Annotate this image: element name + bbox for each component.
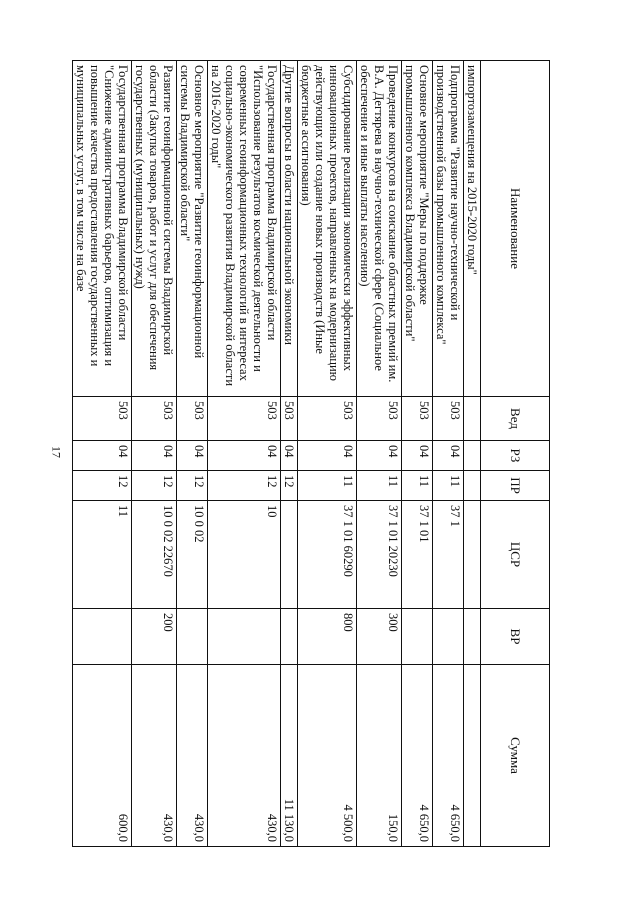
cell-vr: 300 bbox=[357, 609, 402, 665]
cell-pr: 11 bbox=[433, 471, 464, 501]
table-row bbox=[281, 61, 298, 847]
cell-csr bbox=[464, 501, 481, 609]
cell-ved: 503 bbox=[357, 397, 402, 441]
cell-rz: 04 bbox=[73, 441, 132, 471]
cell-csr: 10 0 02 22670 bbox=[132, 501, 177, 609]
cell-vr bbox=[177, 609, 208, 665]
cell-vr bbox=[433, 609, 464, 665]
cell-pr: 11 bbox=[402, 471, 433, 501]
header-ved: Вед bbox=[481, 397, 550, 441]
cell-rz: 04 bbox=[132, 441, 177, 471]
table-row bbox=[298, 61, 357, 847]
cell-name: Субсидирование реализации экономически эффективных инновационных проектов, направленных на модернизацию действующих или создание новых производств (Иные бюджетные ассигнования) bbox=[298, 61, 357, 397]
cell-vr bbox=[208, 609, 281, 665]
cell-ved: 503 bbox=[281, 397, 298, 441]
table-header-row bbox=[481, 61, 550, 847]
cell-sum: 600,0 bbox=[73, 665, 132, 847]
header-sum: Сумма bbox=[481, 665, 550, 847]
cell-ved: 503 bbox=[433, 397, 464, 441]
cell-rz: 04 bbox=[281, 441, 298, 471]
cell-rz: 04 bbox=[433, 441, 464, 471]
cell-ved: 503 bbox=[208, 397, 281, 441]
table-row bbox=[177, 61, 208, 847]
cell-sum: 430,0 bbox=[177, 665, 208, 847]
cell-name: Развитие геоинформационной системы Владимирской области (Закупка товаров, работ и услуг для обеспечения государственных (муниципальных) нужд) bbox=[132, 61, 177, 397]
cell-csr: 10 bbox=[208, 501, 281, 609]
cell-name: Основное мероприятие "Развитие геоинформационной системы Владимирской области" bbox=[177, 61, 208, 397]
cell-sum: 4 650,0 bbox=[433, 665, 464, 847]
table-row bbox=[357, 61, 402, 847]
cell-ved: 503 bbox=[298, 397, 357, 441]
cell-name: Основное мероприятие "Меры по поддержке промышленного комплекса Владимирской области" bbox=[402, 61, 433, 397]
cell-sum: 430,0 bbox=[208, 665, 281, 847]
header-csr: ЦСР bbox=[481, 501, 550, 609]
header-name: Наименование bbox=[481, 61, 550, 397]
cell-vr: 800 bbox=[298, 609, 357, 665]
cell-csr: 10 0 02 bbox=[177, 501, 208, 609]
cell-vr: 200 bbox=[132, 609, 177, 665]
cell-rz: 04 bbox=[402, 441, 433, 471]
cell-pr: 12 bbox=[132, 471, 177, 501]
cell-pr: 12 bbox=[177, 471, 208, 501]
cell-vr bbox=[464, 609, 481, 665]
cell-csr: 37 1 bbox=[433, 501, 464, 609]
cell-ved: 503 bbox=[73, 397, 132, 441]
cell-csr: 37 1 01 60290 bbox=[298, 501, 357, 609]
cell-name: Проведение конкурсов на соискание областных премий им. В.А. Дегтярева в научно-технической сфере (Социальное обеспечение и иные выплаты населению) bbox=[357, 61, 402, 397]
cell-csr bbox=[281, 501, 298, 609]
cell-sum: 11 130,0 bbox=[281, 665, 298, 847]
cell-rz: 04 bbox=[208, 441, 281, 471]
table-row bbox=[132, 61, 177, 847]
table-row bbox=[433, 61, 464, 847]
header-vr: ВР bbox=[481, 609, 550, 665]
cell-sum bbox=[464, 665, 481, 847]
cell-csr: 37 1 01 20230 bbox=[357, 501, 402, 609]
cell-pr: 12 bbox=[73, 471, 132, 501]
cell-vr bbox=[281, 609, 298, 665]
cell-name: Государственная программа Владимирской области "Использование результатов космической деятельности и современных геоинформационных технологий в интересах социально-экономического развития Владимирской области на 2016-2020 годы" bbox=[208, 61, 281, 397]
table-row bbox=[208, 61, 281, 847]
table-row bbox=[73, 61, 132, 847]
cell-sum: 430,0 bbox=[132, 665, 177, 847]
cell-pr: 11 bbox=[357, 471, 402, 501]
cell-rz: 04 bbox=[298, 441, 357, 471]
cell-pr: 12 bbox=[208, 471, 281, 501]
cell-ved: 503 bbox=[132, 397, 177, 441]
cell-rz bbox=[464, 441, 481, 471]
table-row bbox=[402, 61, 433, 847]
cell-vr bbox=[402, 609, 433, 665]
page-number: 17 bbox=[49, 446, 64, 458]
cell-pr: 11 bbox=[298, 471, 357, 501]
cell-name: Подпрограмма "Развитие научно-технической и производственной базы промышленного комплекса" bbox=[433, 61, 464, 397]
cell-rz: 04 bbox=[177, 441, 208, 471]
header-rz: РЗ bbox=[481, 441, 550, 471]
cell-sum: 4 500,0 bbox=[298, 665, 357, 847]
budget-table bbox=[72, 60, 550, 847]
cell-csr: 37 1 01 bbox=[402, 501, 433, 609]
cell-rz: 04 bbox=[357, 441, 402, 471]
cell-vr bbox=[73, 609, 132, 665]
cell-sum: 4 650,0 bbox=[402, 665, 433, 847]
cell-csr: 11 bbox=[73, 501, 132, 609]
cell-name: Другие вопросы в области национальной экономики bbox=[281, 61, 298, 397]
cell-ved: 503 bbox=[177, 397, 208, 441]
header-pr: ПР bbox=[481, 471, 550, 501]
cell-ved bbox=[464, 397, 481, 441]
cell-ved: 503 bbox=[402, 397, 433, 441]
cell-name: Государственная программа Владимирской области "Снижение административных барьеров, оптимизация и повышение качества предоставления государственных и муниципальных услуг, в том числе на базе bbox=[73, 61, 132, 397]
cell-name: импортозамещения на 2015-2020 годы" bbox=[464, 61, 481, 397]
rotated-table-container bbox=[74, 60, 550, 846]
cell-pr bbox=[464, 471, 481, 501]
table-row bbox=[464, 61, 481, 847]
cell-pr: 12 bbox=[281, 471, 298, 501]
cell-sum: 150,0 bbox=[357, 665, 402, 847]
